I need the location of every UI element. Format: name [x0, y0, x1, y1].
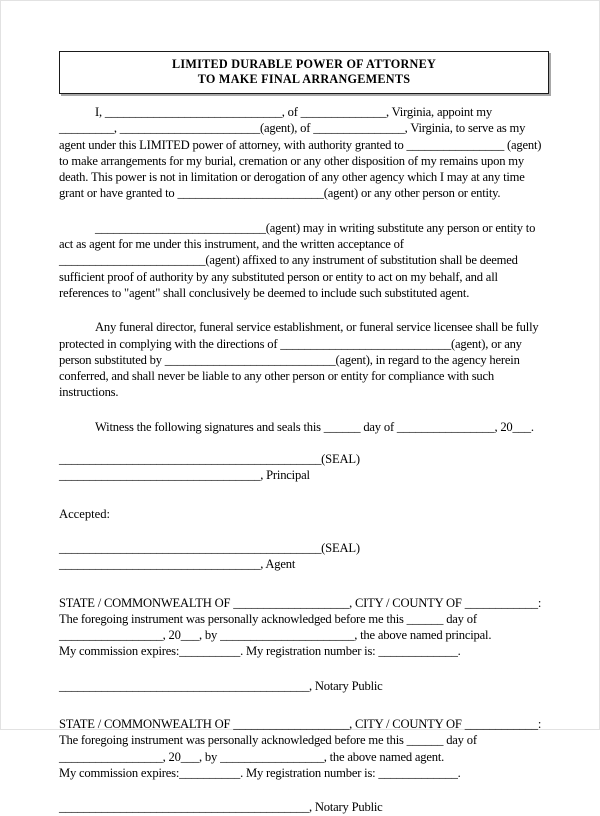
agent-name-signature-line[interactable]: _________________________________, Agent: [59, 557, 296, 572]
document-title-line-2: TO MAKE FINAL ARRANGEMENTS: [197, 72, 411, 86]
notary-agent-acknowledgment-line-2[interactable]: _________________, 20___, by _________________, the above named agent.: [59, 749, 445, 764]
notary-principal-acknowledgment-line-2[interactable]: _________________, 20___, by ______________________, the above named principal.: [59, 628, 492, 643]
notary-agent-signature-line[interactable]: _________________________________________, Notary Public: [59, 800, 383, 815]
document-sheet: [59, 1, 549, 816]
notary-agent-commission-line[interactable]: My commission expires:__________. My registration number is: _____________.: [59, 765, 461, 780]
spacer: [59, 573, 549, 595]
notary-principal-signature-line[interactable]: _________________________________________, Notary Public: [59, 678, 383, 693]
notary-principal-acknowledgment-line-1: The foregoing instrument was personally acknowledged before me this ______ day of: [59, 611, 477, 626]
notary-agent-state-line[interactable]: STATE / COMMONWEALTH OF ___________________, CITY / COUNTY OF ____________:: [59, 717, 542, 732]
spacer: [59, 401, 549, 419]
paragraph-appointment: [59, 104, 549, 202]
notary-block-principal: [59, 595, 549, 694]
spacer: [59, 202, 549, 220]
document-title-box: [59, 51, 549, 94]
document-title-line-1: LIMITED DURABLE POWER OF ATTORNEY: [172, 57, 436, 71]
notary-agent-acknowledgment-line-1: The foregoing instrument was personally acknowledged before me this ______ day of: [59, 733, 477, 748]
document-body: [59, 104, 549, 816]
accepted-label: Accepted:: [59, 506, 111, 521]
spacer: [59, 435, 549, 451]
notary-block-agent: [59, 716, 549, 815]
principal-name-signature-line[interactable]: _________________________________, Principal: [59, 468, 310, 483]
notary-principal-state-line[interactable]: STATE / COMMONWEALTH OF ___________________, CITY / COUNTY OF ____________:: [59, 595, 542, 610]
agent-seal-signature-line[interactable]: ___________________________________________(SEAL): [59, 540, 360, 555]
paragraph-witness-text: Witness the following signatures and seals this ______ day of ________________, 20___.: [95, 419, 534, 434]
notary-principal-commission-line[interactable]: My commission expires:__________. My registration number is: _____________.: [59, 644, 461, 659]
principal-seal-signature-line[interactable]: ___________________________________________(SEAL): [59, 452, 360, 467]
spacer: [59, 484, 549, 506]
paragraph-funeral-director: [59, 319, 549, 400]
paragraph-appointment-text: I, _____________________________, of ______________, Virginia, appoint my _________, _______________________(agent), of _______________, Virginia, to serve as my agent under this LIMITED power of attorney, with authority granted to ________________ (agent) to make arrangements for my burial, cremation or any other disposition of my remains upon my death. This power is not in limitation or derogation of any other agency which I may at any time grant or have granted to ________________________(agent) or any other person or entity.: [59, 105, 542, 201]
paragraph-funeral-director-text: Any funeral director, funeral service establishment, or funeral service licensee shall be fully protected in complying with the directions of ____________________________(agent), or any person substituted by ____________________________(agent), in regard to the agency herein conferred, and shall never be liable to any other person or entity for compliance with such instructions.: [59, 320, 539, 400]
paragraph-witness: [59, 419, 549, 435]
spacer: [59, 660, 549, 678]
spacer: [59, 301, 549, 319]
paragraph-substitution-text: ____________________________(agent) may in writing substitute any person or entity to act as agent for me under this instrument, and the written acceptance of ________________________(agent) affixed to any instrument of substitution shall be deemed sufficient proof of authority by any substituted person or entity to act on my behalf, and all references to "agent" shall conclusively be deemed to include such substituted agent.: [59, 220, 536, 300]
spacer: [59, 522, 549, 540]
spacer: [59, 694, 549, 716]
paragraph-substitution: [59, 220, 549, 301]
spacer: [59, 781, 549, 799]
